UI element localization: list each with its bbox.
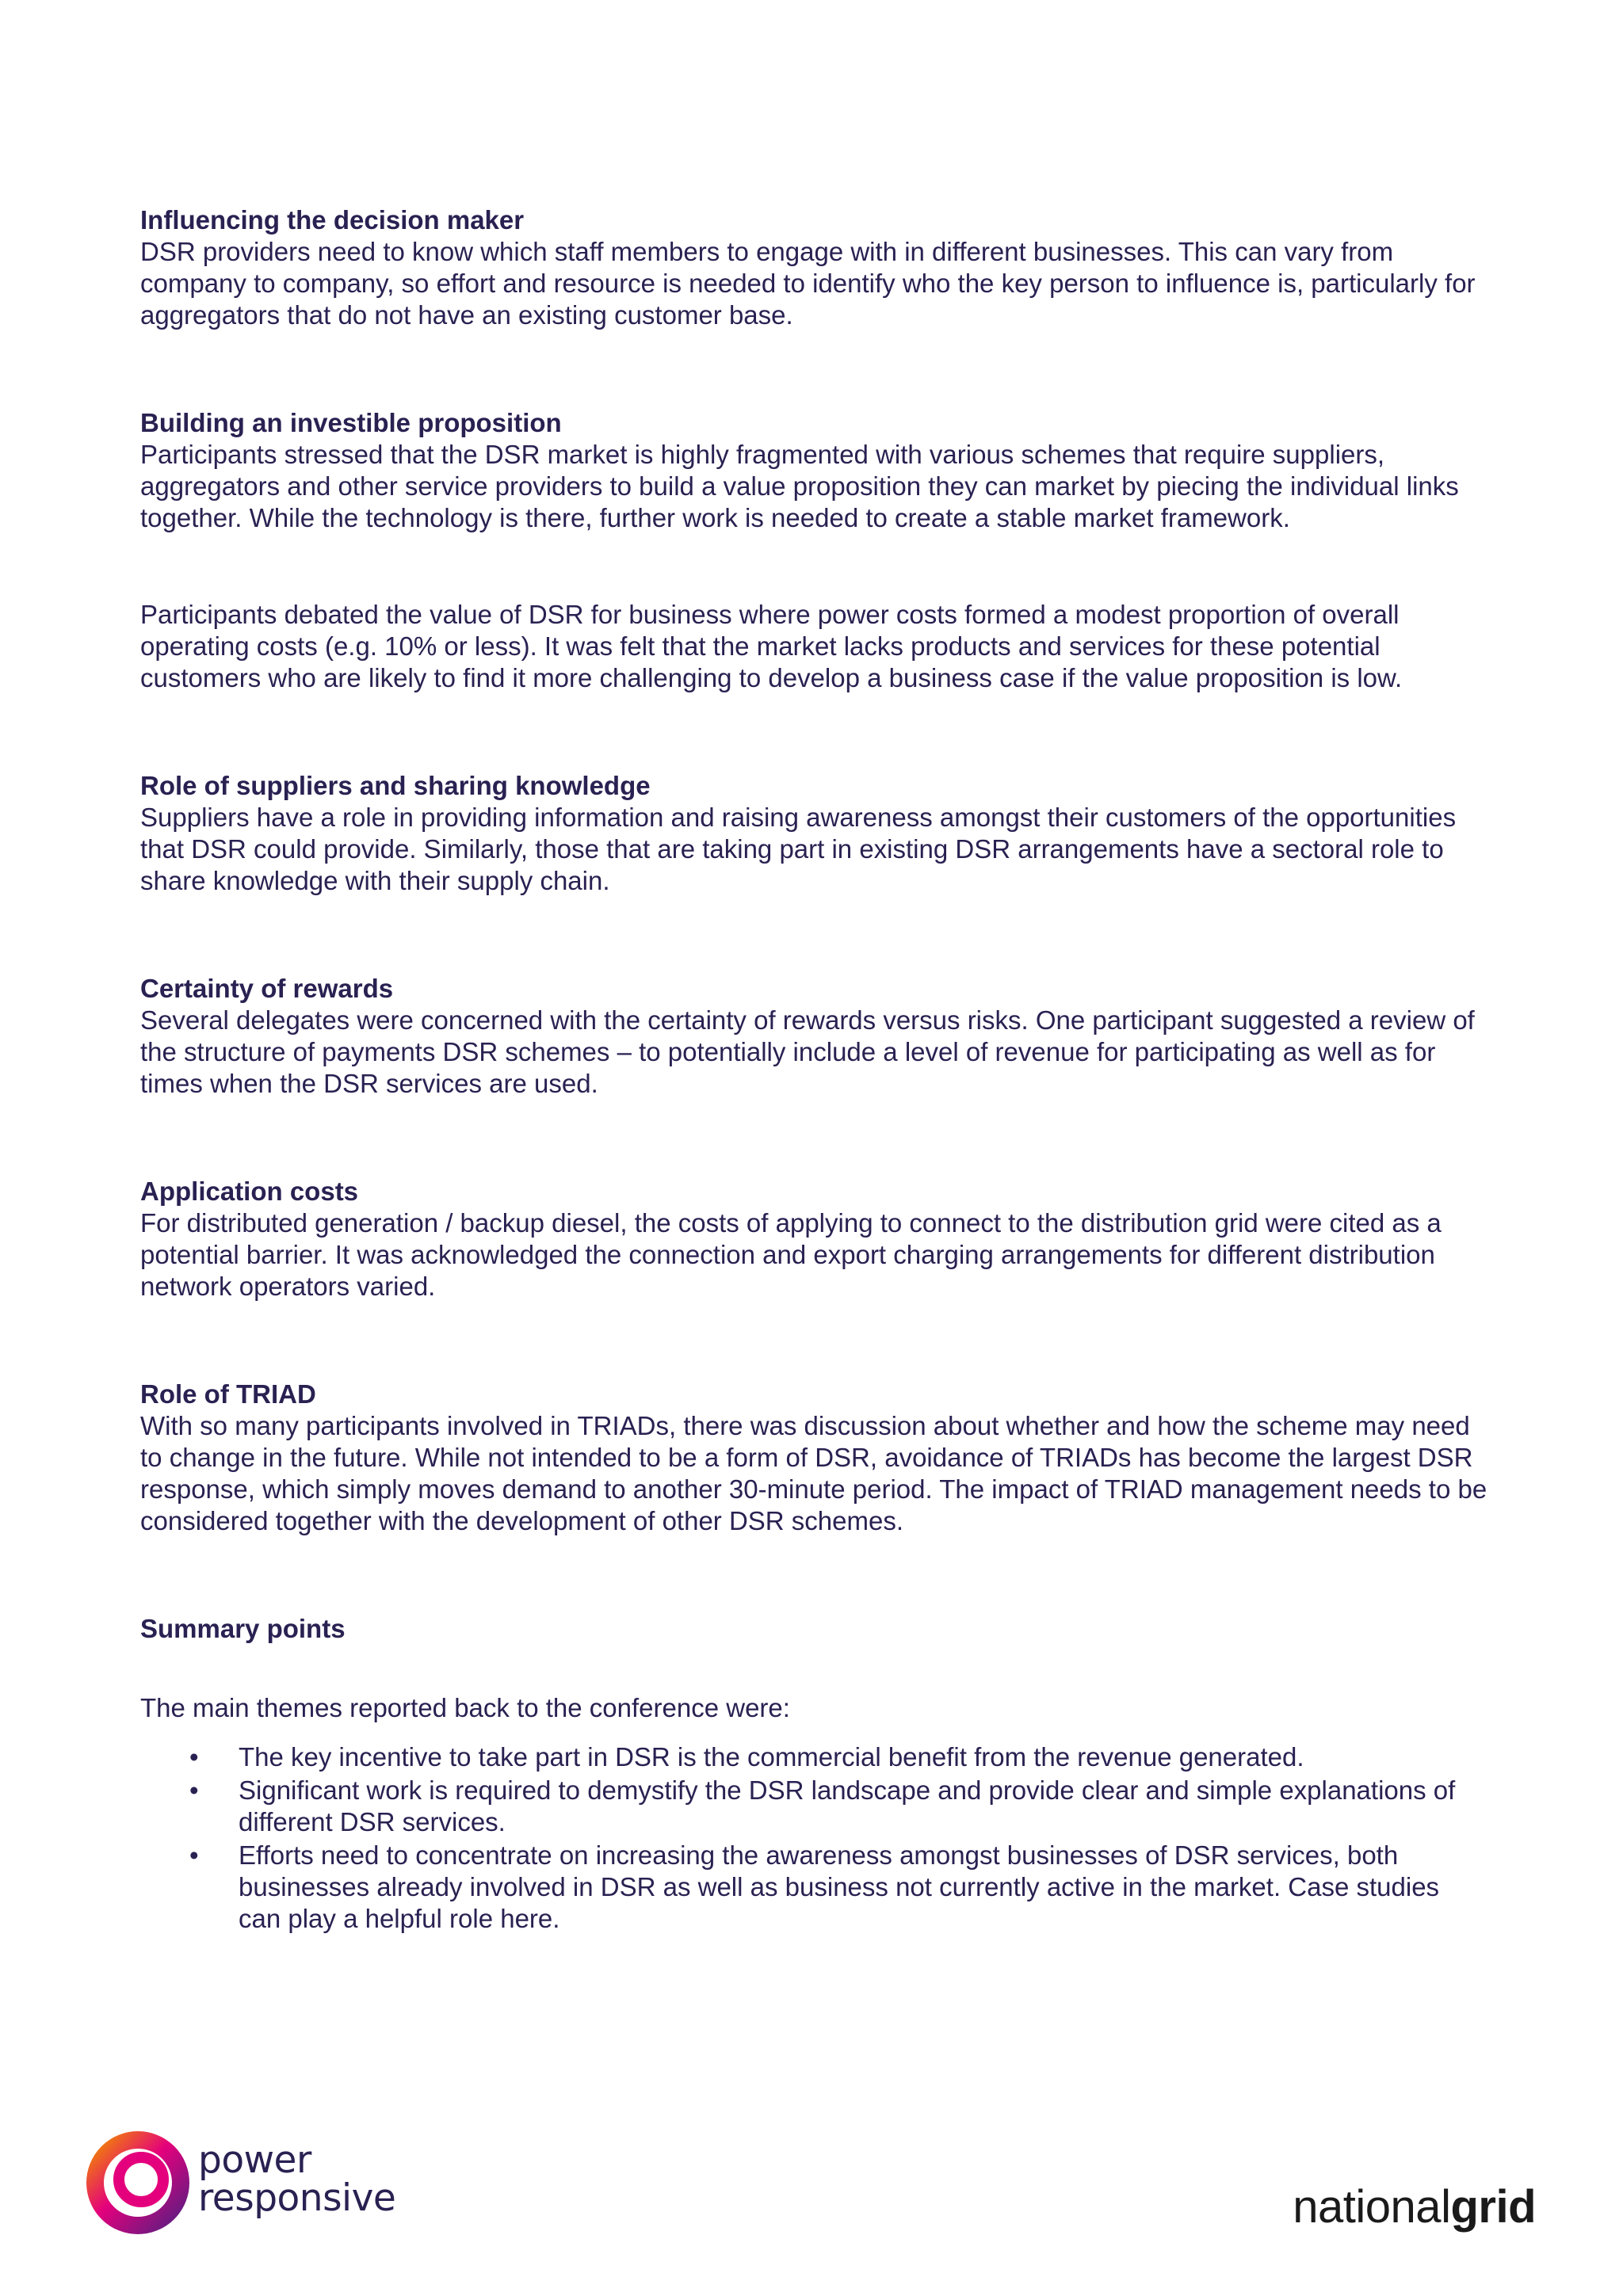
wordmark-grid: grid bbox=[1450, 2181, 1536, 2233]
wordmark-line-responsive: responsive bbox=[198, 2176, 396, 2220]
section-role-of-suppliers bbox=[140, 770, 1487, 897]
section-heading: Role of suppliers and sharing knowledge bbox=[140, 771, 651, 800]
bullet-text: Significant work is required to demystify the DSR landscape and provide clear and simple explanations of different DSR services. bbox=[239, 1775, 1456, 1836]
section-paragraph: With so many participants involved in TRIADs, there was discussion about whether and how the scheme may need to change in the future. While not intended to be a form of DSR, avoidance of TRIADs has become the largest DSR response, which simply moves demand to another 30-minute period. The impact of TRIAD management needs to be considered together with the development of other DSR schemes. bbox=[140, 1411, 1487, 1535]
summary-intro: The main themes reported back to the conference were: bbox=[140, 1693, 790, 1722]
section-heading: Building an investible proposition bbox=[140, 408, 562, 437]
national-grid-logo bbox=[1293, 2180, 1536, 2233]
summary-heading: Summary points bbox=[140, 1614, 346, 1643]
section-paragraph: For distributed generation / backup diesel, the costs of applying to connect to the distribution grid were cited as a potential barrier. It was acknowledged the connection and export charging arrangements for different distribution network operators varied. bbox=[140, 1208, 1442, 1301]
section-role-of-triad bbox=[140, 1379, 1487, 1537]
section-heading: Role of TRIAD bbox=[140, 1379, 316, 1409]
section-paragraph: Participants stressed that the DSR market is highly fragmented with various schemes that require suppliers, aggregators and other service providers to build a value proposition they can market by piecing the individual links together. While the technology is there, further work is needed to create a stable market framework. bbox=[140, 440, 1459, 532]
section-heading: Influencing the decision maker bbox=[140, 205, 525, 235]
power-responsive-logo bbox=[86, 2127, 434, 2238]
section-paragraph: Several delegates were concerned with the certainty of rewards versus risks. One participant suggested a review of the structure of payments DSR schemes – to potentially include a level of revenue for participating as well as for times when the DSR services are used. bbox=[140, 1005, 1475, 1098]
section-investible-proposition bbox=[140, 407, 1487, 694]
wordmark-national: national bbox=[1293, 2181, 1451, 2233]
summary-bullet bbox=[140, 1741, 1487, 1773]
summary-bullet bbox=[140, 1840, 1487, 1935]
section-paragraph: Suppliers have a role in providing information and raising awareness amongst their customers of the opportunities that DSR could provide. Similarly, those that are taking part in existing DSR arrangements have a sectoral role to share knowledge with their supply chain. bbox=[140, 803, 1457, 895]
bullet-text: The key incentive to take part in DSR is the commercial benefit from the revenue generated. bbox=[239, 1742, 1304, 1772]
section-application-costs bbox=[140, 1176, 1487, 1302]
summary-bullet-list bbox=[140, 1741, 1487, 1935]
power-responsive-swirl-icon bbox=[86, 2127, 197, 2238]
section-paragraph: DSR providers need to know which staff members to engage with in different businesses. This can vary from company to company, so effort and resource is needed to identify who the key person to influence is, particularly for aggregators that do not have an existing customer base. bbox=[140, 237, 1476, 330]
section-heading: Application costs bbox=[140, 1177, 359, 1206]
bullet-icon: • bbox=[189, 1775, 199, 1805]
summary-bullet bbox=[140, 1775, 1487, 1838]
section-summary bbox=[140, 1613, 1487, 1935]
section-certainty-of-rewards bbox=[140, 973, 1487, 1100]
wordmark-line-power: power bbox=[198, 2138, 311, 2182]
bullet-icon: • bbox=[189, 1840, 199, 1870]
document-body bbox=[140, 204, 1487, 2011]
section-influencing bbox=[140, 204, 1487, 331]
bullet-text: Efforts need to concentrate on increasing the awareness amongst businesses of DSR services, both businesses already involved in DSR as well as business not currently active in the market. Case studies can play a helpful role here. bbox=[239, 1840, 1440, 1933]
section-paragraph: Participants debated the value of DSR for business where power costs formed a modest proportion of overall operating costs (e.g. 10% or less). It was felt that the market lacks products and services for these potential customers who are likely to find it more challenging to develop a business case if the value proposition is low. bbox=[140, 600, 1403, 692]
section-heading: Certainty of rewards bbox=[140, 974, 394, 1003]
power-responsive-wordmark bbox=[198, 2138, 396, 2220]
bullet-icon: • bbox=[189, 1742, 199, 1772]
